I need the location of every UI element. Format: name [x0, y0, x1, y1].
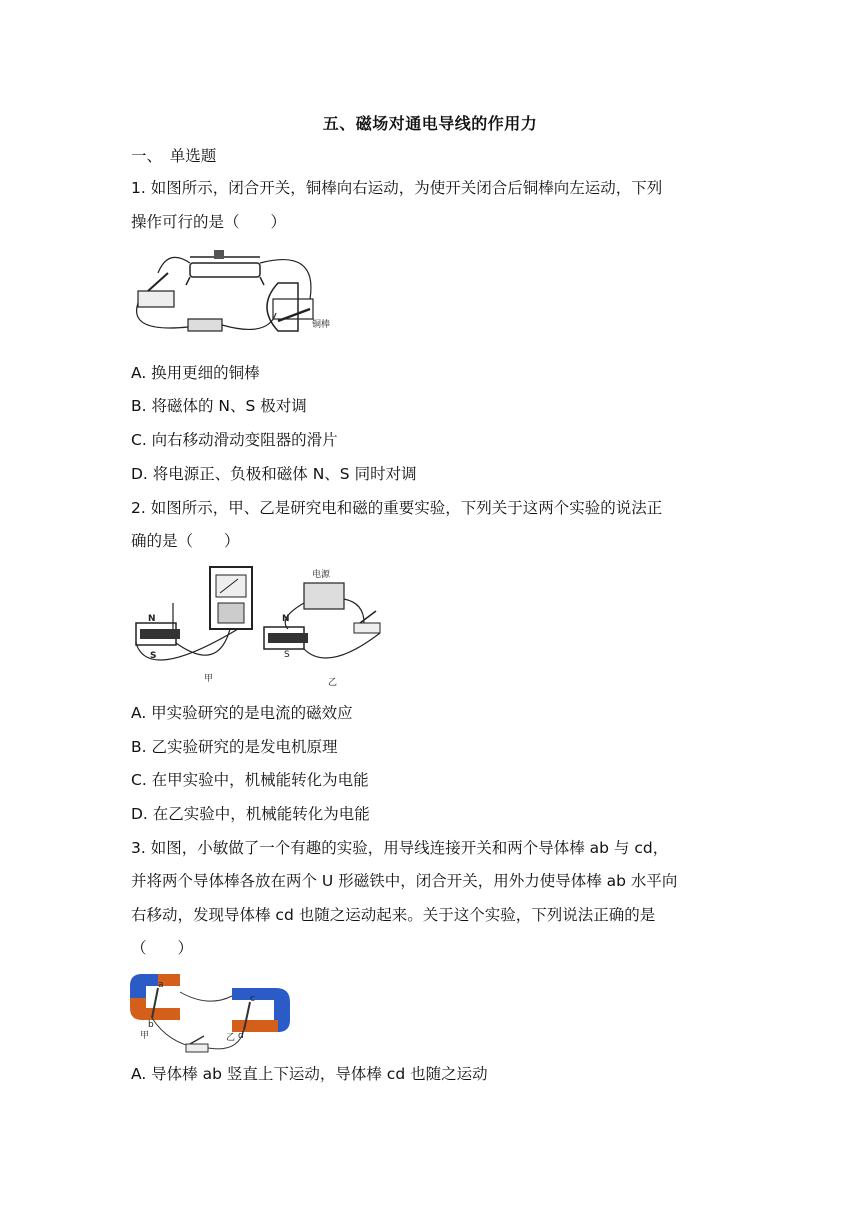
- question-3-stem-line-3: 右移动，发现导体棒 cd 也随之运动起来。关于这个实验，下列说法正确的是: [131, 906, 656, 924]
- question-3-figure: [128, 968, 296, 1058]
- figure-label-n-right: N: [282, 614, 290, 624]
- question-2-option-b: B. 乙实验研究的是发电机原理: [131, 738, 338, 756]
- question-1-option-a: A. 换用更细的铜棒: [131, 364, 260, 382]
- figure-label-yi-3: 乙: [226, 1033, 236, 1043]
- question-2-stem-line-2: 确的是（ ）: [131, 532, 240, 550]
- figure-label-jia-3: 甲: [140, 1031, 150, 1041]
- page-title: 五、磁场对通电导线的作用力: [322, 114, 538, 133]
- figure-label-jia: 甲: [204, 674, 214, 684]
- figure-label-yi: 乙: [328, 678, 338, 687]
- figure-label-power: 电源: [312, 570, 331, 580]
- question-2-option-c: C. 在甲实验中，机械能转化为电能: [131, 771, 369, 789]
- question-3-option-a: A. 导体棒 ab 竖直上下运动，导体棒 cd 也随之运动: [131, 1065, 488, 1083]
- figure-label-b: b: [148, 1020, 154, 1030]
- figure-label-n-left: N: [148, 614, 156, 624]
- question-3-stem-line-2: 并将两个导体棒各放在两个 U 形磁铁中，闭合开关，用外力使导体棒 ab 水平向: [131, 872, 678, 890]
- question-2-figure: [128, 563, 390, 687]
- question-1-stem-line-1: 1. 如图所示，闭合开关，铜棒向右运动，为使开关闭合后铜棒向左运动，下列: [131, 179, 663, 197]
- section-heading: 一、 单选题: [131, 147, 217, 165]
- figure-label-copper-rod: 铜棒: [312, 320, 331, 330]
- figure-label-s-left: S: [150, 651, 157, 661]
- figure-label-c: c: [250, 994, 255, 1004]
- figure-label-d: d: [238, 1031, 244, 1041]
- question-3-stem-line-4: （ ）: [131, 939, 194, 957]
- question-1-option-d: D. 将电源正、负极和磁体 N、S 同时对调: [131, 465, 417, 483]
- question-2-option-d: D. 在乙实验中，机械能转化为电能: [131, 805, 370, 823]
- question-1-figure: [128, 243, 338, 343]
- question-2-option-a: A. 甲实验研究的是电流的磁效应: [131, 704, 353, 722]
- figure-label-s-right: S: [284, 650, 290, 660]
- question-3-stem-line-1: 3. 如图，小敏做了一个有趣的实验，用导线连接开关和两个导体棒 ab 与 cd，: [131, 839, 669, 857]
- question-1-option-b: B. 将磁体的 N、S 极对调: [131, 397, 307, 415]
- question-2-stem-line-1: 2. 如图所示，甲、乙是研究电和磁的重要实验，下列关于这两个实验的说法正: [131, 499, 663, 517]
- question-1-option-c: C. 向右移动滑动变阻器的滑片: [131, 431, 338, 449]
- question-1-stem-line-2: 操作可行的是（ ）: [131, 213, 287, 231]
- figure-label-a: a: [158, 980, 164, 990]
